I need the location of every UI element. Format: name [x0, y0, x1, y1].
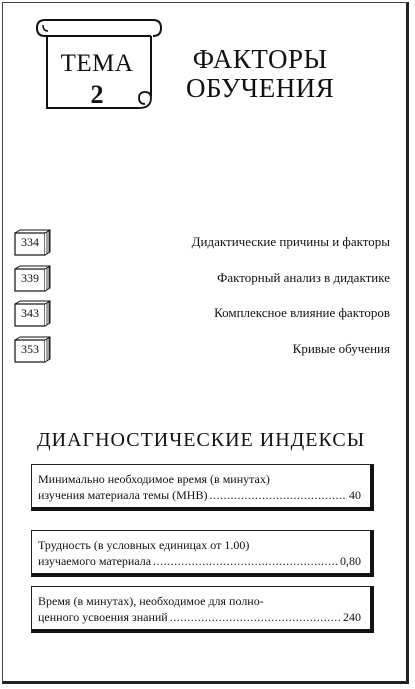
index-box [31, 464, 374, 511]
toc-page-number: 353 [21, 342, 39, 356]
toc-item[interactable] [14, 300, 390, 330]
index-text: изучаемого материала [38, 554, 152, 568]
index-value-row [38, 553, 361, 569]
toc-page-number: 334 [21, 235, 39, 249]
index-value: 0,80 [340, 554, 361, 568]
toc-page-number: 339 [21, 271, 39, 285]
toc-page-number: 343 [21, 306, 39, 320]
index-box [31, 586, 374, 633]
index-box [31, 530, 374, 577]
index-value: 40 [349, 488, 361, 502]
toc-title: Комплексное влияние факторов [214, 305, 390, 320]
index-text: Трудность (в условных единицах от 1.00) [38, 538, 250, 552]
topic-title-line-1: ФАКТОРЫ [192, 44, 328, 74]
index-text: Время (в минутах), необходимое для полно- [38, 594, 264, 608]
diagnostics-heading: ДИАГНОСТИЧЕСКИЕ ИНДЕКСЫ [37, 429, 366, 451]
dot-leader [209, 487, 347, 503]
page-stack-icon [14, 300, 56, 328]
toc-item[interactable] [14, 336, 390, 366]
index-value: 240 [343, 610, 361, 624]
index-value-row [38, 487, 361, 503]
index-text: Минимально необходимое время (в минутах) [38, 472, 270, 486]
topic-scroll [35, 12, 165, 112]
page-stack-icon [14, 336, 56, 364]
topic-title [186, 45, 334, 103]
toc-title: Кривые обучения [292, 341, 390, 356]
index-text: ценного усвоения знаний [38, 610, 168, 624]
toc-item[interactable] [14, 265, 390, 295]
index-text: изучения материала темы (МНВ) [38, 488, 208, 502]
index-value-row [38, 609, 361, 625]
topic-label: ТЕМА [60, 50, 134, 77]
topic-number: 2 [90, 80, 104, 109]
toc-title: Дидактические причины и факторы [191, 234, 390, 249]
page-stack-icon [14, 229, 56, 257]
page-stack-icon [14, 265, 56, 293]
dot-leader [170, 609, 341, 625]
topic-title-line-2: ОБУЧЕНИЯ [186, 73, 335, 103]
dot-leader [153, 553, 338, 569]
toc-item[interactable] [14, 229, 390, 259]
toc-title: Факторный анализ в дидактике [217, 270, 390, 285]
